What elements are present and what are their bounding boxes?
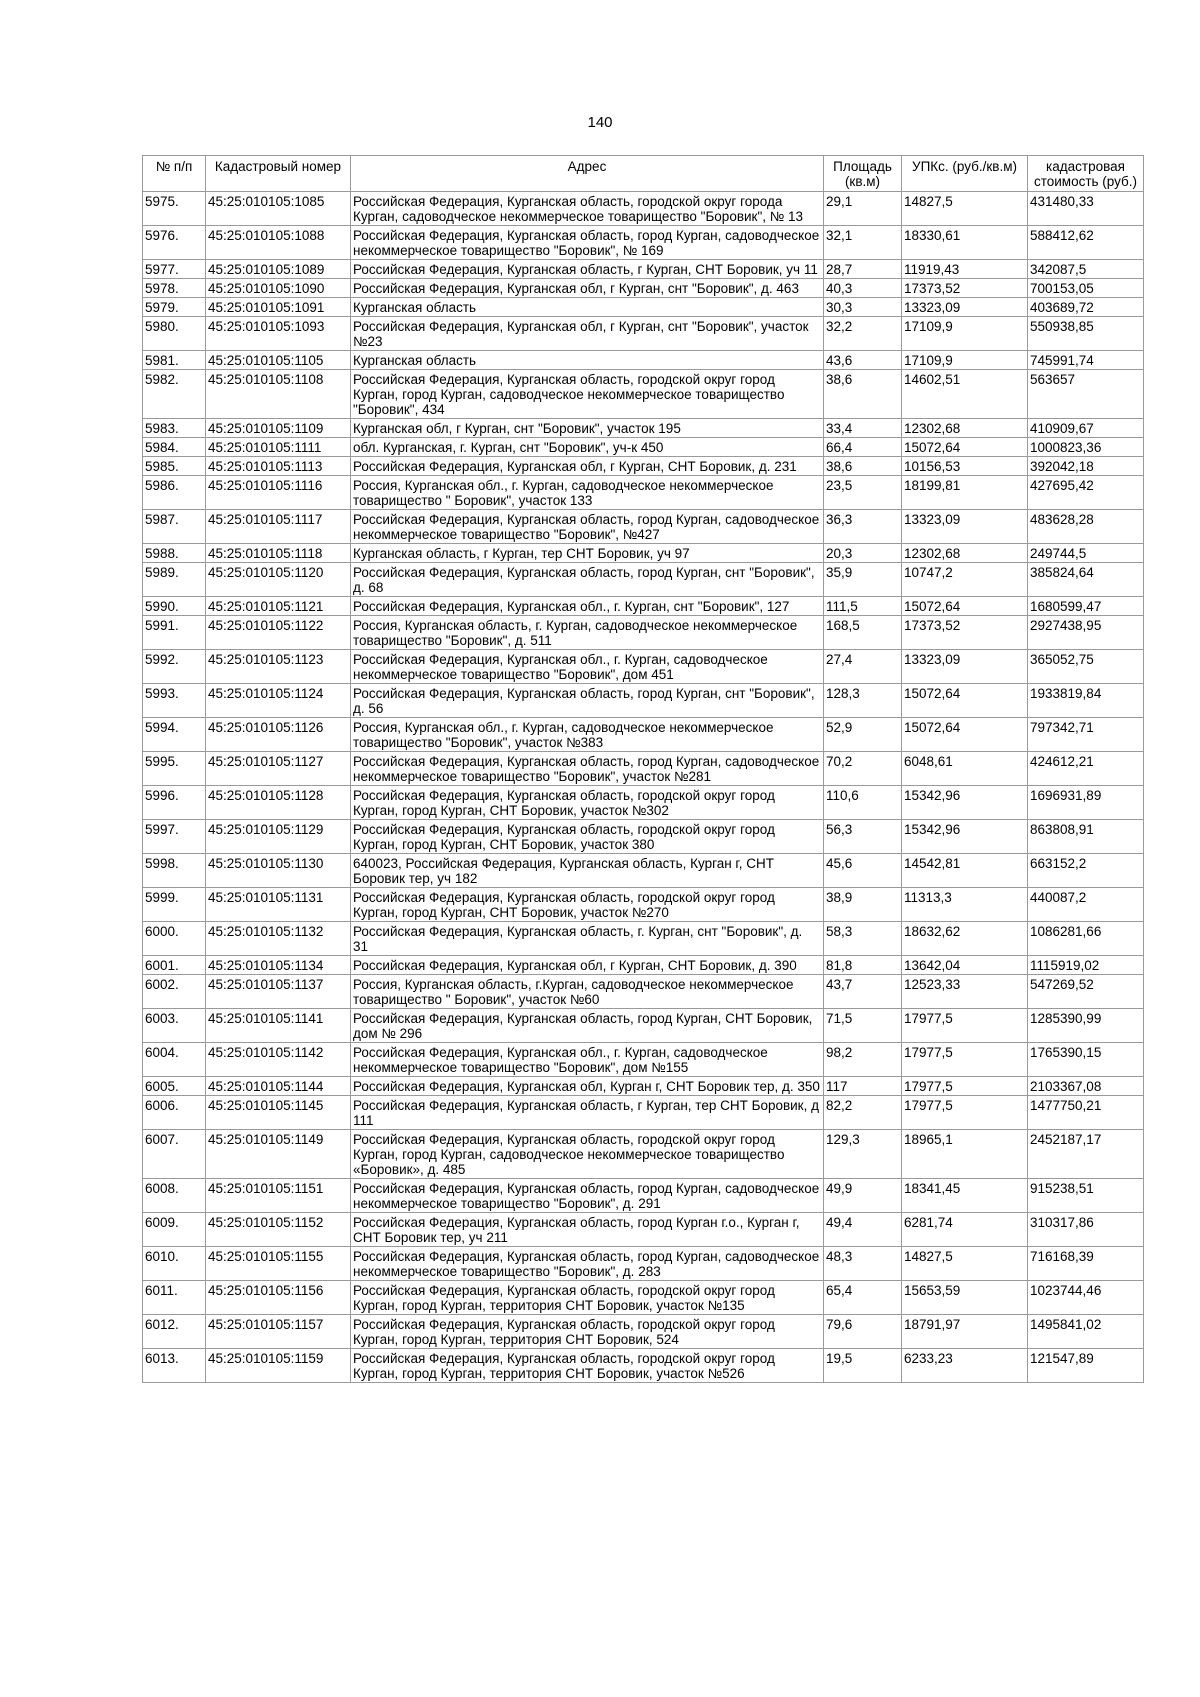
cell-upks: 14827,5 bbox=[902, 1247, 1028, 1281]
cell-cadastral-number: 45:25:010105:1137 bbox=[206, 975, 351, 1009]
cell-cadastral-cost: 1933819,84 bbox=[1028, 684, 1144, 718]
cell-num: 5984. bbox=[143, 438, 206, 457]
table-row bbox=[143, 192, 1144, 226]
cell-num: 5989. bbox=[143, 563, 206, 597]
cell-cadastral-cost: 385824,64 bbox=[1028, 563, 1144, 597]
cell-area: 168,5 bbox=[824, 616, 902, 650]
cell-area: 49,4 bbox=[824, 1213, 902, 1247]
cell-num: 6002. bbox=[143, 975, 206, 1009]
cell-address: Российская Федерация, Курганская область, город Курган г.о., Курган г, СНТ Боровик тер, уч 211 bbox=[351, 1213, 824, 1247]
cell-area: 40,3 bbox=[824, 279, 902, 298]
cell-cadastral-cost: 121547,89 bbox=[1028, 1349, 1144, 1383]
cell-cadastral-number: 45:25:010105:1126 bbox=[206, 718, 351, 752]
cell-address: Российская Федерация, Курганская область, городской округ город Курган, город Курган, территория СНТ Боровик, участок №135 bbox=[351, 1281, 824, 1315]
header-upks: УПКс. (руб./кв.м) bbox=[902, 156, 1028, 192]
table-row bbox=[143, 1179, 1144, 1213]
cell-address: Российская Федерация, Курганская обл., г. Курган, садоводческое некоммерческое товарищество "Боровик", дом 451 bbox=[351, 650, 824, 684]
cell-cadastral-cost: 342087,5 bbox=[1028, 260, 1144, 279]
cell-area: 19,5 bbox=[824, 1349, 902, 1383]
cell-area: 32,1 bbox=[824, 226, 902, 260]
header-cadastral-cost: кадастровая стоимость (руб.) bbox=[1028, 156, 1144, 192]
cell-upks: 13323,09 bbox=[902, 510, 1028, 544]
cell-num: 5990. bbox=[143, 597, 206, 616]
cell-address: Россия, Курганская обл., г. Курган, садоводческое некоммерческое товарищество " Боровик", участок 133 bbox=[351, 476, 824, 510]
cell-upks: 12302,68 bbox=[902, 419, 1028, 438]
cell-upks: 17109,9 bbox=[902, 351, 1028, 370]
cell-num: 6001. bbox=[143, 956, 206, 975]
cell-upks: 17373,52 bbox=[902, 616, 1028, 650]
cell-cadastral-number: 45:25:010105:1124 bbox=[206, 684, 351, 718]
cell-area: 58,3 bbox=[824, 922, 902, 956]
cell-cadastral-cost: 483628,28 bbox=[1028, 510, 1144, 544]
cell-cadastral-number: 45:25:010105:1120 bbox=[206, 563, 351, 597]
cell-area: 43,6 bbox=[824, 351, 902, 370]
cell-upks: 10156,53 bbox=[902, 457, 1028, 476]
cell-cadastral-number: 45:25:010105:1145 bbox=[206, 1096, 351, 1130]
cell-upks: 18199,81 bbox=[902, 476, 1028, 510]
header-cadastral-number: Кадастровый номер bbox=[206, 156, 351, 192]
cell-area: 117 bbox=[824, 1077, 902, 1096]
cell-address: Российская Федерация, Курганская область, городской округ город Курган, город Курган, территория СНТ Боровик, участок №526 bbox=[351, 1349, 824, 1383]
cell-area: 45,6 bbox=[824, 854, 902, 888]
cell-cadastral-cost: 427695,42 bbox=[1028, 476, 1144, 510]
cell-upks: 15342,96 bbox=[902, 786, 1028, 820]
cell-cadastral-cost: 2103367,08 bbox=[1028, 1077, 1144, 1096]
cell-area: 20,3 bbox=[824, 544, 902, 563]
cell-address: Курганская область, г Курган, тер СНТ Боровик, уч 97 bbox=[351, 544, 824, 563]
cell-address: Российская Федерация, Курганская область, г. Курган, снт "Боровик", д. 31 bbox=[351, 922, 824, 956]
cell-address: Российская Федерация, Курганская область, городской округ города Курган, садоводческое некоммерческое товарищество "Боровик", № 13 bbox=[351, 192, 824, 226]
cell-cadastral-cost: 1000823,36 bbox=[1028, 438, 1144, 457]
cell-num: 6008. bbox=[143, 1179, 206, 1213]
table-row bbox=[143, 597, 1144, 616]
cell-area: 43,7 bbox=[824, 975, 902, 1009]
cell-upks: 12523,33 bbox=[902, 975, 1028, 1009]
cell-upks: 12302,68 bbox=[902, 544, 1028, 563]
cell-cadastral-number: 45:25:010105:1157 bbox=[206, 1315, 351, 1349]
cell-cadastral-cost: 547269,52 bbox=[1028, 975, 1144, 1009]
cell-num: 6013. bbox=[143, 1349, 206, 1383]
cell-num: 5986. bbox=[143, 476, 206, 510]
cell-area: 28,7 bbox=[824, 260, 902, 279]
cell-address: Российская Федерация, Курганская область, город Курган, снт "Боровик", д. 68 bbox=[351, 563, 824, 597]
cadastral-table bbox=[142, 155, 1144, 1383]
cell-num: 5992. bbox=[143, 650, 206, 684]
cell-area: 23,5 bbox=[824, 476, 902, 510]
cell-num: 5975. bbox=[143, 192, 206, 226]
cell-area: 66,4 bbox=[824, 438, 902, 457]
cell-address: Российская Федерация, Курганская область, городской округ город Курган, город Курган, садоводческое некоммерческое товарищество "Боровик", 434 bbox=[351, 370, 824, 419]
cell-num: 6007. bbox=[143, 1130, 206, 1179]
cell-upks: 18791,97 bbox=[902, 1315, 1028, 1349]
cell-cadastral-number: 45:25:010105:1127 bbox=[206, 752, 351, 786]
table-row bbox=[143, 370, 1144, 419]
cell-num: 5991. bbox=[143, 616, 206, 650]
cell-cadastral-cost: 915238,51 bbox=[1028, 1179, 1144, 1213]
cell-address: Российская Федерация, Курганская обл, г Курган, снт "Боровик", участок №23 bbox=[351, 317, 824, 351]
cell-cadastral-number: 45:25:010105:1142 bbox=[206, 1043, 351, 1077]
cell-cadastral-number: 45:25:010105:1144 bbox=[206, 1077, 351, 1096]
cell-cadastral-number: 45:25:010105:1131 bbox=[206, 888, 351, 922]
cell-area: 30,3 bbox=[824, 298, 902, 317]
table-row bbox=[143, 616, 1144, 650]
table-row bbox=[143, 650, 1144, 684]
table-row bbox=[143, 279, 1144, 298]
cell-num: 6005. bbox=[143, 1077, 206, 1096]
cell-area: 82,2 bbox=[824, 1096, 902, 1130]
cell-address: Российская Федерация, Курганская область, городской округ город Курган, город Курган, СНТ Боровик, участок №302 bbox=[351, 786, 824, 820]
cell-area: 111,5 bbox=[824, 597, 902, 616]
cell-upks: 13323,09 bbox=[902, 650, 1028, 684]
cell-address: Россия, Курганская область, г.Курган, садоводческое некоммерческое товарищество " Боровик", участок №60 bbox=[351, 975, 824, 1009]
cell-address: Россия, Курганская обл., г. Курган, садоводческое некоммерческое товарищество "Боровик", участок №383 bbox=[351, 718, 824, 752]
cell-cadastral-number: 45:25:010105:1085 bbox=[206, 192, 351, 226]
table-row bbox=[143, 351, 1144, 370]
cell-upks: 17977,5 bbox=[902, 1096, 1028, 1130]
page-number: 140 bbox=[587, 114, 613, 131]
cell-cadastral-number: 45:25:010105:1129 bbox=[206, 820, 351, 854]
table-row bbox=[143, 476, 1144, 510]
cell-cadastral-cost: 2927438,95 bbox=[1028, 616, 1144, 650]
cell-cadastral-cost: 392042,18 bbox=[1028, 457, 1144, 476]
cell-area: 38,9 bbox=[824, 888, 902, 922]
cell-cadastral-cost: 1086281,66 bbox=[1028, 922, 1144, 956]
cell-area: 98,2 bbox=[824, 1043, 902, 1077]
cell-cadastral-number: 45:25:010105:1134 bbox=[206, 956, 351, 975]
cell-cadastral-number: 45:25:010105:1108 bbox=[206, 370, 351, 419]
cell-cadastral-number: 45:25:010105:1088 bbox=[206, 226, 351, 260]
table-row bbox=[143, 260, 1144, 279]
cell-num: 5988. bbox=[143, 544, 206, 563]
cell-cadastral-number: 45:25:010105:1091 bbox=[206, 298, 351, 317]
cell-upks: 17109,9 bbox=[902, 317, 1028, 351]
cell-num: 5979. bbox=[143, 298, 206, 317]
cell-address: Российская Федерация, Курганская область, город Курган, садоводческое некоммерческое товарищество "Боровик", д. 291 bbox=[351, 1179, 824, 1213]
cell-num: 6011. bbox=[143, 1281, 206, 1315]
cell-address: Российская Федерация, Курганская область, городской округ город Курган, город Курган, СНТ Боровик, участок 380 bbox=[351, 820, 824, 854]
cell-area: 65,4 bbox=[824, 1281, 902, 1315]
cell-cadastral-number: 45:25:010105:1113 bbox=[206, 457, 351, 476]
cell-cadastral-number: 45:25:010105:1118 bbox=[206, 544, 351, 563]
cell-area: 38,6 bbox=[824, 370, 902, 419]
cell-address: Российская Федерация, Курганская обл, г Курган, СНТ Боровик, д. 231 bbox=[351, 457, 824, 476]
cell-area: 129,3 bbox=[824, 1130, 902, 1179]
table-row bbox=[143, 1247, 1144, 1281]
cell-cadastral-cost: 550938,85 bbox=[1028, 317, 1144, 351]
cell-num: 6009. bbox=[143, 1213, 206, 1247]
cell-num: 6000. bbox=[143, 922, 206, 956]
cell-num: 5997. bbox=[143, 820, 206, 854]
cell-upks: 17373,52 bbox=[902, 279, 1028, 298]
table-row bbox=[143, 1077, 1144, 1096]
cell-address: Российская Федерация, Курганская обл, Курган г, СНТ Боровик тер, д. 350 bbox=[351, 1077, 824, 1096]
cell-upks: 18341,45 bbox=[902, 1179, 1028, 1213]
table-row bbox=[143, 317, 1144, 351]
table-row bbox=[143, 1349, 1144, 1383]
cell-cadastral-number: 45:25:010105:1111 bbox=[206, 438, 351, 457]
table-row bbox=[143, 888, 1144, 922]
cell-cadastral-number: 45:25:010105:1123 bbox=[206, 650, 351, 684]
cell-address: Российская Федерация, Курганская область, городской округ город Курган, город Курган, территория СНТ Боровик, 524 bbox=[351, 1315, 824, 1349]
table-row bbox=[143, 820, 1144, 854]
table-row bbox=[143, 786, 1144, 820]
table-row bbox=[143, 1213, 1144, 1247]
cell-cadastral-cost: 745991,74 bbox=[1028, 351, 1144, 370]
cell-cadastral-number: 45:25:010105:1109 bbox=[206, 419, 351, 438]
table-row bbox=[143, 1281, 1144, 1315]
cell-address: Российская Федерация, Курганская область, город Курган, садоводческое некоммерческое товарищество "Боровик", д. 283 bbox=[351, 1247, 824, 1281]
cell-address: Российская Федерация, Курганская область, городской округ город Курган, город Курган, садоводческое некоммерческое товарищество «Боровик», д. 485 bbox=[351, 1130, 824, 1179]
cell-upks: 10747,2 bbox=[902, 563, 1028, 597]
cell-cadastral-number: 45:25:010105:1132 bbox=[206, 922, 351, 956]
cell-cadastral-cost: 403689,72 bbox=[1028, 298, 1144, 317]
cell-upks: 17977,5 bbox=[902, 1043, 1028, 1077]
cell-upks: 13323,09 bbox=[902, 298, 1028, 317]
cell-upks: 6048,61 bbox=[902, 752, 1028, 786]
cell-address: Российская Федерация, Курганская обл., г. Курган, снт "Боровик", 127 bbox=[351, 597, 824, 616]
cell-cadastral-number: 45:25:010105:1122 bbox=[206, 616, 351, 650]
cell-cadastral-cost: 440087,2 bbox=[1028, 888, 1144, 922]
cell-cadastral-cost: 249744,5 bbox=[1028, 544, 1144, 563]
cell-upks: 11919,43 bbox=[902, 260, 1028, 279]
cell-area: 49,9 bbox=[824, 1179, 902, 1213]
cell-address: Российская Федерация, Курганская обл, г Курган, снт "Боровик", д. 463 bbox=[351, 279, 824, 298]
header-num: № п/п bbox=[143, 156, 206, 192]
table-row bbox=[143, 1130, 1144, 1179]
cell-cadastral-cost: 1477750,21 bbox=[1028, 1096, 1144, 1130]
cell-num: 5980. bbox=[143, 317, 206, 351]
cell-upks: 13642,04 bbox=[902, 956, 1028, 975]
cell-cadastral-cost: 424612,21 bbox=[1028, 752, 1144, 786]
cell-cadastral-number: 45:25:010105:1117 bbox=[206, 510, 351, 544]
table-row bbox=[143, 226, 1144, 260]
cell-num: 5996. bbox=[143, 786, 206, 820]
cell-cadastral-number: 45:25:010105:1152 bbox=[206, 1213, 351, 1247]
cell-address: Российская Федерация, Курганская область, город Курган, садоводческое некоммерческое товарищество "Боровик", №427 bbox=[351, 510, 824, 544]
cell-cadastral-cost: 700153,05 bbox=[1028, 279, 1144, 298]
cell-cadastral-number: 45:25:010105:1159 bbox=[206, 1349, 351, 1383]
table-row bbox=[143, 1043, 1144, 1077]
cell-area: 79,6 bbox=[824, 1315, 902, 1349]
cell-upks: 15342,96 bbox=[902, 820, 1028, 854]
cell-num: 6012. bbox=[143, 1315, 206, 1349]
cell-address: Курганская область bbox=[351, 298, 824, 317]
table-row bbox=[143, 956, 1144, 975]
cell-cadastral-number: 45:25:010105:1130 bbox=[206, 854, 351, 888]
cell-num: 5976. bbox=[143, 226, 206, 260]
cell-address: Российская Федерация, Курганская область, город Курган, садоводческое некоммерческое товарищество "Боровик", участок №281 bbox=[351, 752, 824, 786]
cell-num: 6004. bbox=[143, 1043, 206, 1077]
cell-num: 5999. bbox=[143, 888, 206, 922]
cell-cadastral-number: 45:25:010105:1093 bbox=[206, 317, 351, 351]
cell-upks: 18965,1 bbox=[902, 1130, 1028, 1179]
cell-cadastral-cost: 410909,67 bbox=[1028, 419, 1144, 438]
cell-address: Российская Федерация, Курганская область, городской округ город Курган, город Курган, СНТ Боровик, участок №270 bbox=[351, 888, 824, 922]
header-address: Адрес bbox=[351, 156, 824, 192]
cell-upks: 14602,51 bbox=[902, 370, 1028, 419]
cell-address: Российская Федерация, Курганская обл, г Курган, СНТ Боровик, д. 390 bbox=[351, 956, 824, 975]
cell-address: Российская Федерация, Курганская обл., г. Курган, садоводческое некоммерческое товарищество "Боровик", дом №155 bbox=[351, 1043, 824, 1077]
cell-num: 5985. bbox=[143, 457, 206, 476]
cell-cadastral-number: 45:25:010105:1156 bbox=[206, 1281, 351, 1315]
cell-upks: 6281,74 bbox=[902, 1213, 1028, 1247]
cell-area: 27,4 bbox=[824, 650, 902, 684]
cell-num: 5977. bbox=[143, 260, 206, 279]
table-row bbox=[143, 457, 1144, 476]
cell-cadastral-cost: 365052,75 bbox=[1028, 650, 1144, 684]
cell-num: 5994. bbox=[143, 718, 206, 752]
cell-address: Российская Федерация, Курганская область, город Курган, СНТ Боровик, дом № 296 bbox=[351, 1009, 824, 1043]
table-row bbox=[143, 1009, 1144, 1043]
cell-num: 5995. bbox=[143, 752, 206, 786]
cell-cadastral-cost: 588412,62 bbox=[1028, 226, 1144, 260]
cell-num: 5978. bbox=[143, 279, 206, 298]
cell-upks: 14542,81 bbox=[902, 854, 1028, 888]
cell-cadastral-number: 45:25:010105:1149 bbox=[206, 1130, 351, 1179]
cell-num: 5987. bbox=[143, 510, 206, 544]
cell-cadastral-number: 45:25:010105:1121 bbox=[206, 597, 351, 616]
table-row bbox=[143, 684, 1144, 718]
cell-cadastral-number: 45:25:010105:1105 bbox=[206, 351, 351, 370]
cell-address: Курганская обл, г Курган, снт "Боровик", участок 195 bbox=[351, 419, 824, 438]
cell-num: 5981. bbox=[143, 351, 206, 370]
cell-address: 640023, Российская Федерация, Курганская область, Курган г, СНТ Боровик тер, уч 182 bbox=[351, 854, 824, 888]
cell-address: Российская Федерация, Курганская область, г Курган, СНТ Боровик, уч 11 bbox=[351, 260, 824, 279]
cell-cadastral-cost: 1495841,02 bbox=[1028, 1315, 1144, 1349]
cell-address: Курганская область bbox=[351, 351, 824, 370]
table-row bbox=[143, 718, 1144, 752]
cell-cadastral-cost: 716168,39 bbox=[1028, 1247, 1144, 1281]
header-area: Площадь (кв.м) bbox=[824, 156, 902, 192]
table-row bbox=[143, 752, 1144, 786]
cell-cadastral-number: 45:25:010105:1128 bbox=[206, 786, 351, 820]
cell-area: 56,3 bbox=[824, 820, 902, 854]
cell-area: 36,3 bbox=[824, 510, 902, 544]
cell-cadastral-cost: 1680599,47 bbox=[1028, 597, 1144, 616]
cell-cadastral-cost: 1765390,15 bbox=[1028, 1043, 1144, 1077]
cell-upks: 17977,5 bbox=[902, 1077, 1028, 1096]
cell-cadastral-cost: 563657 bbox=[1028, 370, 1144, 419]
cell-cadastral-number: 45:25:010105:1141 bbox=[206, 1009, 351, 1043]
cell-upks: 15072,64 bbox=[902, 684, 1028, 718]
cell-cadastral-cost: 1696931,89 bbox=[1028, 786, 1144, 820]
cell-upks: 15072,64 bbox=[902, 438, 1028, 457]
table-body bbox=[143, 192, 1144, 1383]
cell-area: 81,8 bbox=[824, 956, 902, 975]
cell-area: 38,6 bbox=[824, 457, 902, 476]
cell-cadastral-cost: 663152,2 bbox=[1028, 854, 1144, 888]
cell-upks: 6233,23 bbox=[902, 1349, 1028, 1383]
cell-address: Российская Федерация, Курганская область, г Курган, тер СНТ Боровик, д 111 bbox=[351, 1096, 824, 1130]
table-row bbox=[143, 298, 1144, 317]
table-row bbox=[143, 419, 1144, 438]
cell-upks: 17977,5 bbox=[902, 1009, 1028, 1043]
cell-num: 5983. bbox=[143, 419, 206, 438]
cell-cadastral-cost: 797342,71 bbox=[1028, 718, 1144, 752]
table-row bbox=[143, 975, 1144, 1009]
cell-area: 32,2 bbox=[824, 317, 902, 351]
cell-cadastral-number: 45:25:010105:1151 bbox=[206, 1179, 351, 1213]
cell-address: Российская Федерация, Курганская область, город Курган, снт "Боровик", д. 56 bbox=[351, 684, 824, 718]
cell-upks: 18330,61 bbox=[902, 226, 1028, 260]
cell-num: 6003. bbox=[143, 1009, 206, 1043]
cell-cadastral-cost: 431480,33 bbox=[1028, 192, 1144, 226]
cell-address: Российская Федерация, Курганская область, город Курган, садоводческое некоммерческое товарищество "Боровик", № 169 bbox=[351, 226, 824, 260]
table-row bbox=[143, 438, 1144, 457]
cell-area: 70,2 bbox=[824, 752, 902, 786]
cell-cadastral-cost: 2452187,17 bbox=[1028, 1130, 1144, 1179]
cell-num: 5993. bbox=[143, 684, 206, 718]
cell-area: 35,9 bbox=[824, 563, 902, 597]
cell-upks: 15072,64 bbox=[902, 597, 1028, 616]
table-row bbox=[143, 922, 1144, 956]
table-row bbox=[143, 510, 1144, 544]
cell-cadastral-number: 45:25:010105:1089 bbox=[206, 260, 351, 279]
cell-cadastral-cost: 1115919,02 bbox=[1028, 956, 1144, 975]
cell-cadastral-cost: 1285390,99 bbox=[1028, 1009, 1144, 1043]
table-header-row bbox=[143, 156, 1144, 192]
cell-address: обл. Курганская, г. Курган, снт "Боровик", уч-к 450 bbox=[351, 438, 824, 457]
cell-cadastral-number: 45:25:010105:1090 bbox=[206, 279, 351, 298]
cell-upks: 14827,5 bbox=[902, 192, 1028, 226]
cell-num: 6006. bbox=[143, 1096, 206, 1130]
cell-cadastral-number: 45:25:010105:1116 bbox=[206, 476, 351, 510]
cell-upks: 11313,3 bbox=[902, 888, 1028, 922]
cell-area: 71,5 bbox=[824, 1009, 902, 1043]
table-row bbox=[143, 563, 1144, 597]
cell-cadastral-number: 45:25:010105:1155 bbox=[206, 1247, 351, 1281]
cell-upks: 15072,64 bbox=[902, 718, 1028, 752]
cell-cadastral-cost: 310317,86 bbox=[1028, 1213, 1144, 1247]
cell-num: 6010. bbox=[143, 1247, 206, 1281]
cell-area: 52,9 bbox=[824, 718, 902, 752]
table-row bbox=[143, 1315, 1144, 1349]
cell-upks: 15653,59 bbox=[902, 1281, 1028, 1315]
cell-area: 128,3 bbox=[824, 684, 902, 718]
cell-area: 33,4 bbox=[824, 419, 902, 438]
cell-upks: 18632,62 bbox=[902, 922, 1028, 956]
table-row bbox=[143, 854, 1144, 888]
cell-area: 29,1 bbox=[824, 192, 902, 226]
cell-num: 5982. bbox=[143, 370, 206, 419]
cell-area: 48,3 bbox=[824, 1247, 902, 1281]
cell-num: 5998. bbox=[143, 854, 206, 888]
cell-cadastral-cost: 863808,91 bbox=[1028, 820, 1144, 854]
cell-cadastral-cost: 1023744,46 bbox=[1028, 1281, 1144, 1315]
cell-area: 110,6 bbox=[824, 786, 902, 820]
cell-address: Россия, Курганская область, г. Курган, садоводческое некоммерческое товарищество "Боровик", д. 511 bbox=[351, 616, 824, 650]
table-row bbox=[143, 1096, 1144, 1130]
table-row bbox=[143, 544, 1144, 563]
